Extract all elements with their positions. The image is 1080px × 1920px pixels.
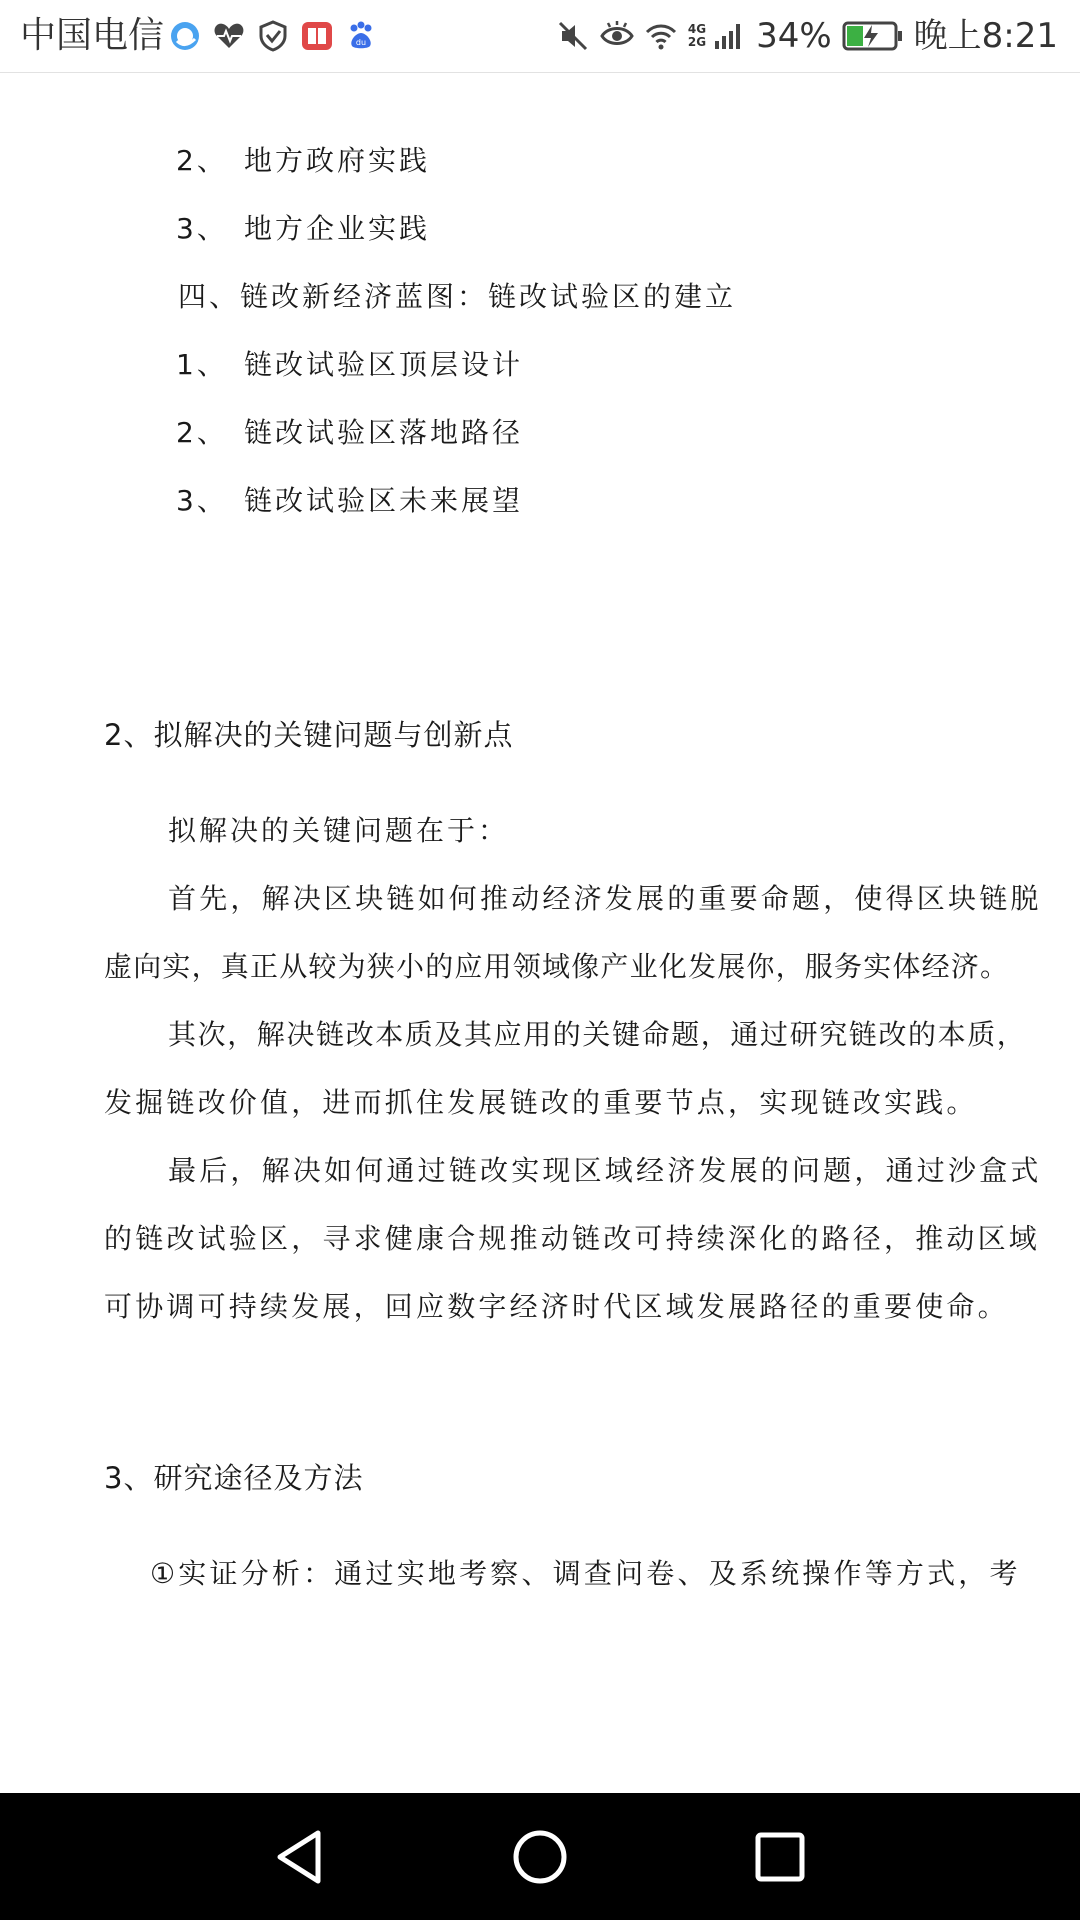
navigation-bar xyxy=(0,1793,1080,1920)
clock: 晚上8:21 xyxy=(913,16,1058,56)
toc-item-number: 3、 xyxy=(176,212,228,245)
toc-item-number: 2、 xyxy=(176,416,228,449)
svg-text:du: du xyxy=(355,38,367,47)
toc-item xyxy=(0,141,1080,181)
health-heart-icon xyxy=(212,19,246,53)
back-triangle-icon[interactable] xyxy=(270,1827,330,1887)
recents-square-icon[interactable] xyxy=(750,1827,810,1887)
security-shield-icon xyxy=(256,19,290,53)
toc-item xyxy=(0,481,1080,521)
network-type-bottom: 2G xyxy=(687,35,707,49)
toc-item xyxy=(0,209,1080,249)
paragraph-line: 首先，解决区块链如何推动经济发展的重要命题，使得区块链脱 xyxy=(168,882,1042,915)
toc-item-text: 地方政府实践 xyxy=(244,144,431,177)
toc-item-number: 3、 xyxy=(176,484,228,517)
mute-icon xyxy=(556,19,590,53)
paragraph-line: 可协调可持续发展，回应数字经济时代区域发展路径的重要使命。 xyxy=(104,1290,1009,1323)
carrier-name: 中国电信 xyxy=(20,15,165,56)
eye-comfort-icon xyxy=(600,19,634,53)
paragraph-line: ①实证分析：通过实地考察、调查问卷、及系统操作等方式，考 xyxy=(150,1557,1021,1590)
toc-item xyxy=(0,413,1080,453)
document-page[interactable] xyxy=(0,73,1080,1793)
toc-item xyxy=(0,345,1080,385)
paragraph-line: 其次，解决链改本质及其应用的关键命题，通过研究链改的本质， xyxy=(168,1018,1027,1051)
paragraph-line: 拟解决的关键问题在于： xyxy=(168,814,510,847)
battery-charging-icon xyxy=(842,19,904,53)
paragraph-line: 最后，解决如何通过链改实现区域经济发展的问题，通过沙盒式 xyxy=(168,1154,1042,1187)
toc-item-number: 1、 xyxy=(176,348,228,381)
status-bar xyxy=(0,0,1080,73)
signal-icon xyxy=(712,19,746,53)
section-heading: 3、研究途径及方法 xyxy=(104,1461,364,1495)
toc-item-text: 链改试验区顶层设计 xyxy=(244,348,524,381)
network-type xyxy=(688,23,706,49)
status-icons xyxy=(556,14,1058,58)
browser-icon xyxy=(168,19,202,53)
reader-book-icon xyxy=(300,19,334,53)
notification-icons xyxy=(168,18,378,54)
toc-item-text: 地方企业实践 xyxy=(244,212,431,245)
section-heading: 2、拟解决的关键问题与创新点 xyxy=(104,718,514,752)
toc-item-text: 链改试验区落地路径 xyxy=(244,416,524,449)
network-type-top: 4G xyxy=(687,22,707,36)
paragraph-line: 发掘链改价值，进而抓住发展链改的重要节点，实现链改实践。 xyxy=(104,1086,978,1119)
battery-percent: 34% xyxy=(756,16,832,56)
baidu-paw-icon xyxy=(344,19,378,53)
wifi-icon xyxy=(644,19,678,53)
toc-chapter-heading: 四、链改新经济蓝图：链改试验区的建立 xyxy=(178,280,737,313)
toc-item-text: 链改试验区未来展望 xyxy=(244,484,524,517)
toc-item-number: 2、 xyxy=(176,144,228,177)
paragraph-line: 的链改试验区，寻求健康合规推动链改可持续深化的路径，推动区域 xyxy=(104,1222,1041,1255)
home-circle-icon[interactable] xyxy=(510,1827,570,1887)
paragraph-line: 虚向实，真正从较为狭小的应用领域像产业化发展你，服务实体经济。 xyxy=(104,950,1010,983)
